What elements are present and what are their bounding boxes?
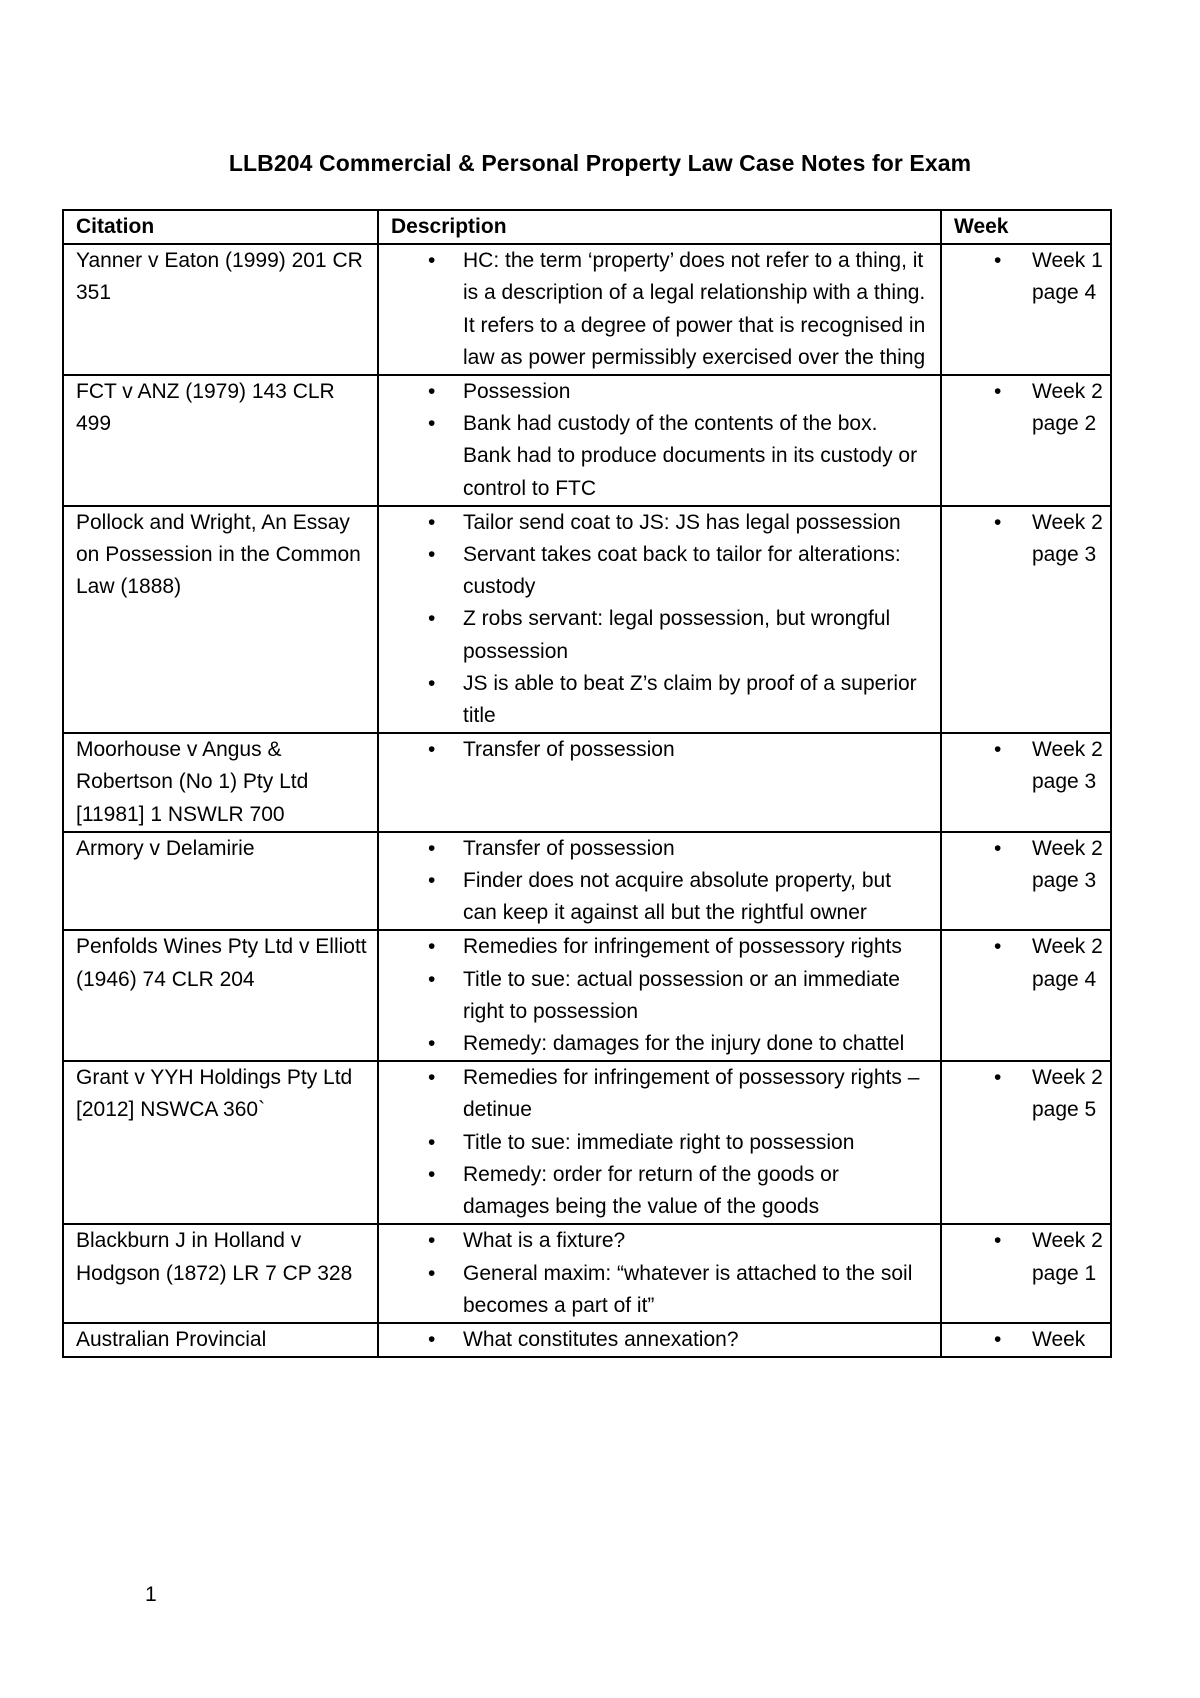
description-list <box>391 376 930 505</box>
description-item: • Tailor send coat to JS: JS has legal possession <box>391 507 930 539</box>
column-header-week: Week <box>941 210 1111 244</box>
description-item: • Possession <box>391 376 930 408</box>
week-cell <box>941 244 1111 375</box>
table-row <box>63 1061 1111 1224</box>
description-item: • Finder does not acquire absolute property, but can keep it against all but the rightful owner <box>391 865 930 929</box>
description-item: • Remedies for infringement of possessory rights <box>391 931 930 963</box>
description-item: • Remedy: damages for the injury done to chattel <box>391 1028 930 1060</box>
citation-cell: Australian Provincial <box>63 1323 378 1357</box>
week-item: • Week 2 page 2 <box>954 376 1104 440</box>
week-cell <box>941 1061 1111 1224</box>
citation-cell: Grant v YYH Holdings Pty Ltd [2012] NSWCA 360` <box>63 1061 378 1224</box>
description-item: • Servant takes coat back to tailor for alterations: custody <box>391 539 930 603</box>
week-cell <box>941 375 1111 506</box>
description-list <box>391 931 930 1060</box>
citation-cell: Yanner v Eaton (1999) 201 CR 351 <box>63 244 378 375</box>
description-item: • Z robs servant: legal possession, but wrongful possession <box>391 603 930 667</box>
description-list <box>391 507 930 732</box>
description-cell <box>378 832 941 931</box>
week-item: • Week <box>954 1324 1104 1356</box>
week-item: • Week 2 page 5 <box>954 1062 1104 1126</box>
description-cell <box>378 733 941 832</box>
week-list <box>954 376 1104 440</box>
week-list <box>954 1324 1104 1356</box>
citation-cell: Pollock and Wright, An Essay on Possession in the Common Law (1888) <box>63 506 378 733</box>
description-item: • Transfer of possession <box>391 833 930 865</box>
description-cell <box>378 930 941 1061</box>
week-list <box>954 1062 1104 1126</box>
table-row <box>63 930 1111 1061</box>
week-list <box>954 507 1104 571</box>
description-item: • Title to sue: actual possession or an immediate right to possession <box>391 964 930 1028</box>
week-cell <box>941 1224 1111 1323</box>
description-cell <box>378 375 941 506</box>
table-row <box>63 244 1111 375</box>
description-cell <box>378 244 941 375</box>
citation-cell: FCT v ANZ (1979) 143 CLR 499 <box>63 375 378 506</box>
week-item: • Week 2 page 3 <box>954 833 1104 897</box>
description-cell <box>378 506 941 733</box>
week-item: • Week 2 page 3 <box>954 734 1104 798</box>
column-header-description: Description <box>378 210 941 244</box>
description-list <box>391 1324 930 1356</box>
description-item: • What is a fixture? <box>391 1225 930 1257</box>
table-header-row <box>63 210 1111 244</box>
week-item: • Week 2 page 4 <box>954 931 1104 995</box>
description-cell <box>378 1061 941 1224</box>
description-item: • Remedies for infringement of possessory rights – detinue <box>391 1062 930 1126</box>
week-list <box>954 1225 1104 1289</box>
week-list <box>954 833 1104 897</box>
citation-cell: Armory v Delamirie <box>63 832 378 931</box>
description-list <box>391 833 930 930</box>
description-item: • Title to sue: immediate right to possession <box>391 1127 930 1159</box>
week-list <box>954 931 1104 995</box>
week-cell <box>941 733 1111 832</box>
description-list <box>391 1062 930 1223</box>
week-item: • Week 2 page 3 <box>954 507 1104 571</box>
week-cell <box>941 930 1111 1061</box>
week-item: • Week 1 page 4 <box>954 245 1104 309</box>
table-row <box>63 1224 1111 1323</box>
citation-cell: Penfolds Wines Pty Ltd v Elliott (1946) 74 CLR 204 <box>63 930 378 1061</box>
description-item: • HC: the term ‘property’ does not refer to a thing, it is a description of a legal relationship with a thing. It refers to a degree of power that is recognised in law as power permissibly exercised over the thing <box>391 245 930 374</box>
week-list <box>954 245 1104 309</box>
description-list <box>391 245 930 374</box>
citation-cell: Moorhouse v Angus & Robertson (No 1) Pty Ltd [11981] 1 NSWLR 700 <box>63 733 378 832</box>
description-item: • JS is able to beat Z’s claim by proof of a superior title <box>391 668 930 732</box>
week-list <box>954 734 1104 798</box>
column-header-citation: Citation <box>63 210 378 244</box>
week-cell <box>941 1323 1111 1357</box>
description-list <box>391 734 930 766</box>
citation-cell: Blackburn J in Holland v Hodgson (1872) LR 7 CP 328 <box>63 1224 378 1323</box>
page-title: LLB204 Commercial & Personal Property Law Case Notes for Exam <box>228 150 972 176</box>
page-number: 1 <box>145 1583 157 1606</box>
description-item: • Transfer of possession <box>391 734 930 766</box>
week-item: • Week 2 page 1 <box>954 1225 1104 1289</box>
table-row <box>63 375 1111 506</box>
description-cell <box>378 1323 941 1357</box>
description-item: • Remedy: order for return of the goods or damages being the value of the goods <box>391 1159 930 1223</box>
week-cell <box>941 506 1111 733</box>
description-item: • Bank had custody of the contents of the box. Bank had to produce documents in its custody or control to FTC <box>391 408 930 505</box>
week-cell <box>941 832 1111 931</box>
case-notes-table <box>62 209 1112 1358</box>
description-item: • General maxim: “whatever is attached to the soil becomes a part of it” <box>391 1258 930 1322</box>
table-row <box>63 506 1111 733</box>
table-row <box>63 733 1111 832</box>
description-item: • What constitutes annexation? <box>391 1324 930 1356</box>
table-row <box>63 1323 1111 1357</box>
table-row <box>63 832 1111 931</box>
description-cell <box>378 1224 941 1323</box>
description-list <box>391 1225 930 1322</box>
